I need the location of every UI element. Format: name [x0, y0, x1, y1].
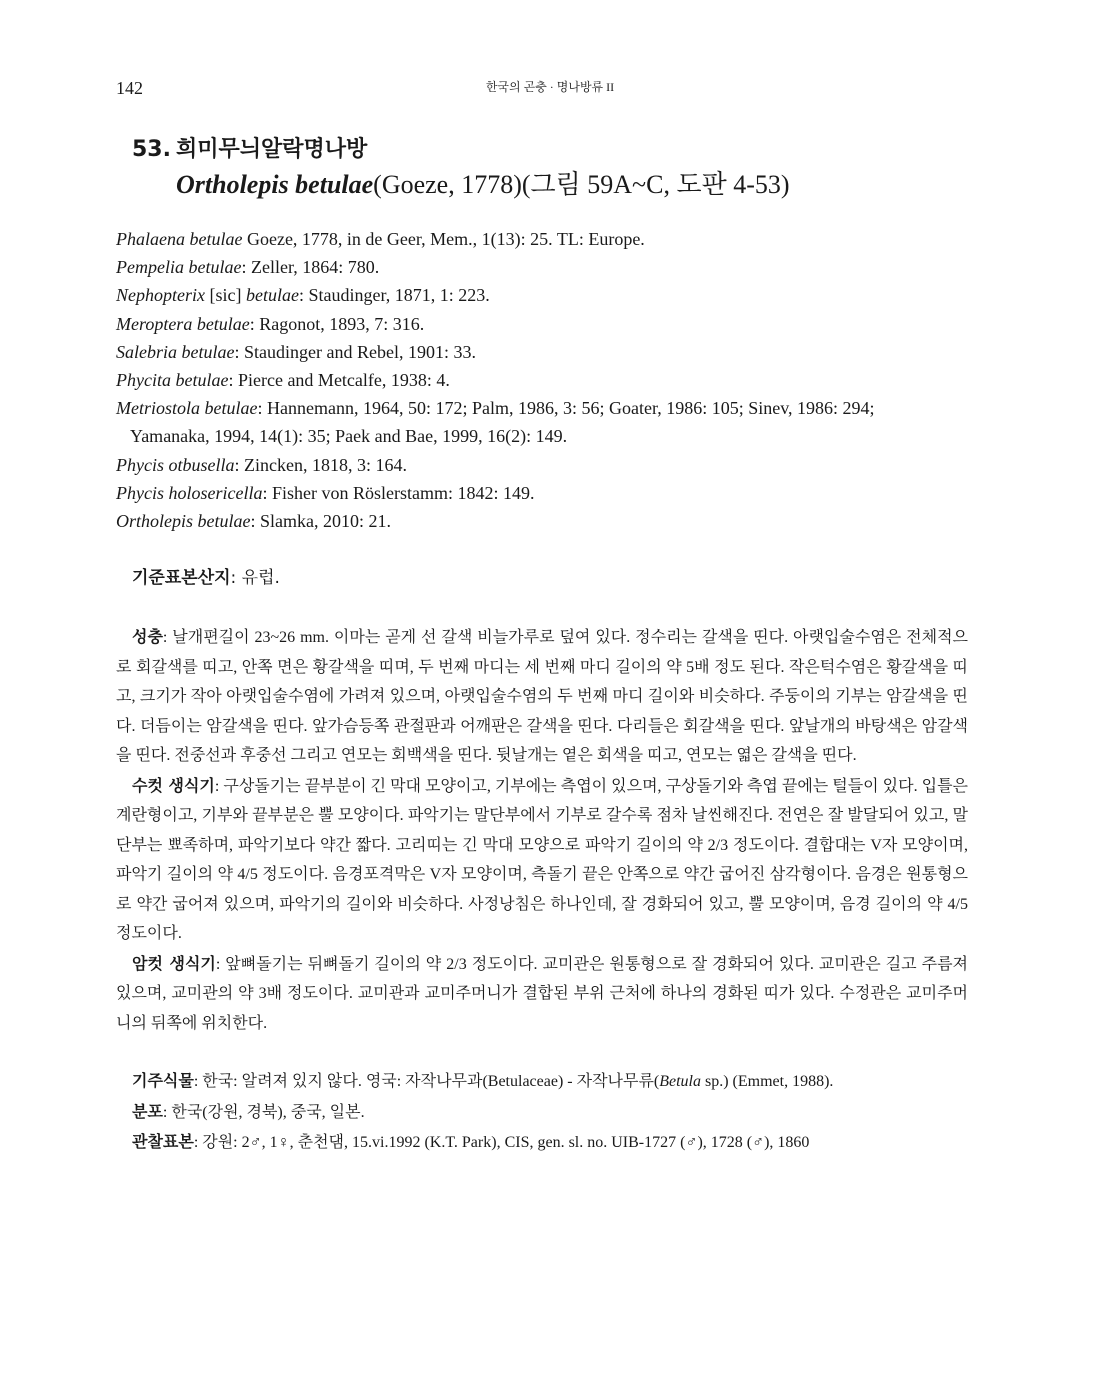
- synonym-entry: [116, 311, 976, 337]
- synonym-citation: : Slamka, 2010: 21.: [250, 510, 391, 531]
- species-title: [132, 133, 790, 203]
- synonym-name: Pempelia betulae: [116, 257, 242, 278]
- female-genitalia-text: : 앞뼈돌기는 뒤뼈돌기 길이의 약 2/3 정도이다. 교미관은 원통형으로 잘 경화되어 있다. 교미관은 길고 주름져 있으며, 교미관의 약 3배 정도이다. 교미관과 교미주머니가 결합된 부위 근처에 하나의 경화된 띠가 있다. 수정관은 교미주머니의 뒤쪽에 위치한다.: [116, 955, 968, 1032]
- female-genitalia-description: [116, 949, 968, 1039]
- synonym-entry: [116, 480, 976, 506]
- specimens-label: 관찰표본: [132, 1132, 194, 1151]
- host-plants: [116, 1066, 968, 1097]
- type-locality-text: : 유럽.: [230, 568, 280, 588]
- male-genitalia-text: : 구상돌기는 끝부분이 긴 막대 모양이고, 기부에는 측엽이 있으며, 구상돌기와 측엽 끝에는 털들이 있다. 입틀은 계란형이고, 기부와 끝부분은 뿔 모양이다. 파악기는 말단부에서 기부로 갈수록 점차 날씬해진다. 전연은 잘 발달되어 있고, 말단부는 뾰족하며, 파악기보다 약간 짧다. 고리띠는 긴 막대 모양으로 파악기 길이의 약 2/3 정도이다. 결합대는 V자 모양이며, 파악기 길이의 약 4/5 정도이다. 음경포격막은 V자 모양이며, 측돌기 끝은 안쪽으로 약간 굽어진 삼각형이다. 음경은 원통형으로 약간 굽어져 있으며, 파악기의 길이와 비슷하다. 사정낭침은 하나인데, 잘 경화되어 있고, 뿔 모양이며, 음경 길이의 약 4/5 정도이다.: [116, 777, 968, 942]
- adult-label: 성충: [132, 627, 163, 646]
- title-scientific-line: [176, 167, 790, 203]
- synonym-entry-continuation: [116, 423, 976, 449]
- distribution-text: : 한국(강원, 경북), 중국, 일본.: [162, 1103, 365, 1121]
- synonym-entry: [116, 452, 976, 478]
- species-number: 53.: [132, 137, 171, 162]
- description-body: [116, 622, 968, 1158]
- synonym-entry: [116, 395, 976, 421]
- synonym-citation: : Pierce and Metcalfe, 1938: 4.: [228, 369, 450, 390]
- male-genitalia-label: 수컷 생식기: [132, 775, 215, 795]
- synonym-list: [116, 226, 976, 536]
- synonym-citation: Goeze, 1778, in de Geer, Mem., 1(13): 25. TL: Europe.: [242, 229, 645, 249]
- synonym-name: Phalaena betulae: [116, 229, 243, 249]
- synonym-entry: [116, 367, 976, 393]
- synonym-name: Meroptera betulae: [116, 313, 250, 334]
- specimens-text: : 강원: 2♂, 1♀, 춘천댐, 15.vi.1992 (K.T. Park), CIS, gen. sl. no. UIB-1727 (♂), 1728 (♂), 1860: [193, 1134, 810, 1151]
- synonym-entry: [116, 339, 976, 365]
- synonym-name: Phycis otbusella: [116, 454, 235, 475]
- synonym-citation: : Staudinger and Rebel, 1901: 33.: [234, 341, 476, 362]
- synonym-entry: [116, 508, 976, 534]
- type-locality: [132, 563, 280, 588]
- synonym-citation: : Zincken, 1818, 3: 164.: [234, 454, 407, 475]
- female-genitalia-label: 암컷 생식기: [132, 953, 216, 973]
- host-plants-text: : 한국: 알려져 있지 않다. 영국: 자작나무과(Betulaceae) - 자작나무류(: [193, 1073, 660, 1090]
- specimens-examined: [116, 1127, 968, 1158]
- synonym-citation: : Fisher von Röslerstamm: 1842: 149.: [262, 482, 535, 503]
- synonym-citation: : Staudinger, 1871, 1: 223.: [298, 285, 490, 306]
- adult-text: : 날개편길이 23~26 mm. 이마는 곧게 선 갈색 비늘가루로 덮여 있다. 정수리는 갈색을 띤다. 아랫입술수염은 전체적으로 회갈색를 띠고, 안쪽 면은 황갈색을 띠며, 두 번째 마디는 세 번째 마디 길이의 약 5배 정도 된다. 작은턱수염은 황갈색을 띠고, 크기가 작아 아랫입술수염에 가려져 있으며, 아랫입술수염의 두 번째 마디 길이와 비슷하다. 주둥이의 기부는 암갈색을 띤다. 더듬이는 암갈색을 띤다. 앞가슴등쪽 관절판과 어깨판은 갈색을 띤다. 다리들은 회갈색을 띤다. 앞날개의 바탕색은 암갈색을 띤다. 전중선과 후중선 그리고 연모는 회백색을 띤다. 뒷날개는 옅은 회색을 띠고, 연모는 엷은 갈색을 띤다.: [116, 629, 968, 764]
- running-header: 한국의 곤충 · 명나방류 II: [485, 80, 615, 94]
- title-korean-line: [132, 133, 790, 167]
- distribution-label: 분포: [132, 1101, 163, 1121]
- figure-reference: (그림 59A~C, 도판 4-53): [521, 170, 790, 199]
- synonym-entry: [116, 254, 976, 280]
- synonym-citation: : Ragonot, 1893, 7: 316.: [249, 313, 425, 334]
- page-number: 142: [116, 78, 143, 98]
- synonym-name: betulae: [245, 285, 299, 306]
- synonym-name: Phycita betulae: [116, 369, 229, 390]
- synonym-entry: [116, 282, 976, 308]
- host-genus: Betula: [659, 1073, 701, 1090]
- synonym-sic: [sic]: [204, 285, 246, 306]
- synonym-name: Salebria betulae: [116, 341, 235, 362]
- synonym-citation: : Zeller, 1864: 780.: [241, 257, 380, 278]
- synonym-name: Metriostola betulae: [116, 398, 258, 419]
- synonym-name: Ortholepis betulae: [116, 510, 251, 531]
- adult-description: [116, 622, 968, 771]
- synonym-entry: [116, 226, 976, 252]
- synonym-citation: : Hannemann, 1964, 50: 172; Palm, 1986, 3: 56; Goater, 1986: 105; Sinev, 1986: 294;: [257, 398, 875, 419]
- korean-name: 희미무늬알락명나방: [176, 137, 368, 162]
- type-locality-label: 기준표본산지: [132, 568, 231, 588]
- host-plants-label: 기주식물: [132, 1071, 194, 1090]
- distribution: [116, 1097, 968, 1128]
- synonym-name: Phycis holosericella: [116, 482, 263, 503]
- scientific-name: Ortholepis betulae: [176, 170, 374, 199]
- host-plants-citation: sp.) (Emmet, 1988).: [701, 1073, 834, 1090]
- male-genitalia-description: [116, 771, 968, 949]
- synonym-citation: Yamanaka, 1994, 14(1): 35; Paek and Bae, 1999, 16(2): 149.: [130, 426, 568, 447]
- author-year: (Goeze, 1778): [373, 170, 522, 199]
- synonym-name: Nephopterix: [116, 285, 205, 306]
